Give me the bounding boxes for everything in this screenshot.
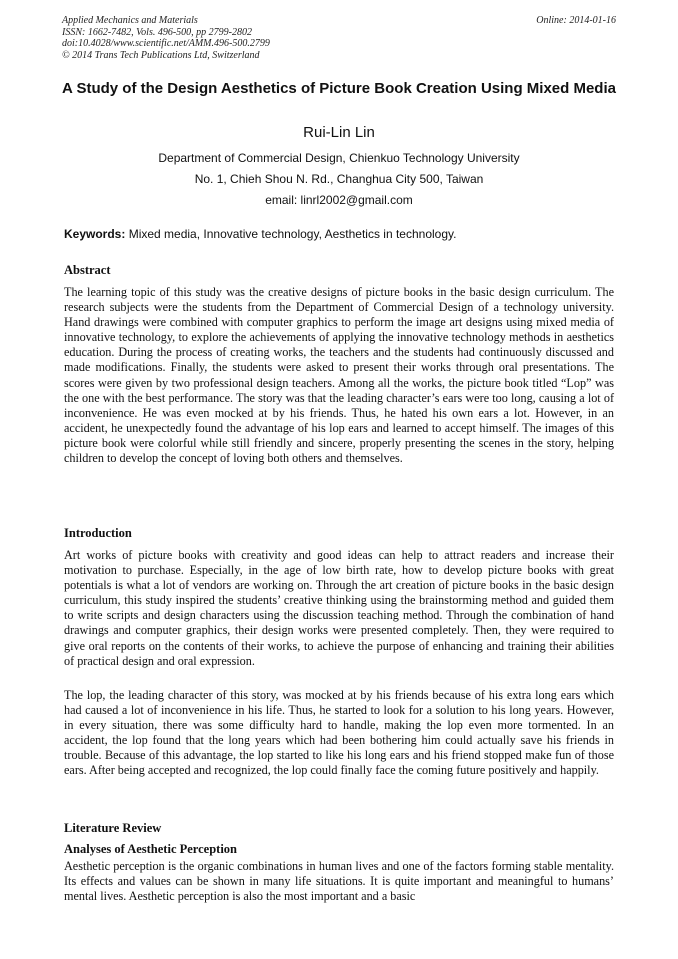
author-name: Rui-Lin Lin [303, 124, 375, 141]
keywords-line [64, 227, 456, 241]
keywords-text: Mixed media, Innovative technology, Aesthetics in technology. [128, 227, 457, 241]
issn-line: ISSN: 1662-7482, Vols. 496-500, pp 2799-2802 [62, 26, 252, 38]
literature-heading: Literature Review [64, 821, 162, 835]
doi-line: doi:10.4028/www.scientific.net/AMM.496-500.2799 [62, 38, 270, 49]
literature-subheading: Analyses of Aesthetic Perception [64, 842, 238, 856]
copyright-line: © 2014 Trans Tech Publications Ltd, Switzerland [62, 49, 260, 61]
abstract-heading: Abstract [64, 263, 111, 277]
journal-header [62, 15, 616, 61]
affiliation-email: email: linrl2002@gmail.com [265, 193, 413, 207]
keywords-label: Keywords: [64, 227, 126, 241]
introduction-para-2: The lop, the leading character of this story, was mocked at by his friends because of his extra long ears which had caused a lot of inconvenience in his life. Thus, he started to look for a solution to his long years. However, in every situation, there was some difficulty hard to handle, making the lop even more tormented. In an accident, the lop found that the long years which had been bothering him could actually save his friends in trouble. Because of this advantage, the lop started to like his long ears and his friend stopped make fun of those ears. After being accepted and recognized, the lop could finally face the coming future positively and happily. [64, 688, 614, 778]
paper-title: A Study of the Design Aesthetics of Picture Book Creation Using Mixed Media [62, 80, 616, 97]
literature-text: Aesthetic perception is the organic combinations in human lives and one of the factors forming stable mentality. Its effects and values can be shown in many life situations. It is quite important and meaningful to humans’ mental lives. Aesthetic perception is also the most important and a basic [64, 859, 614, 904]
journal-name: Applied Mechanics and Materials [62, 15, 198, 26]
affiliation-dept: Department of Commercial Design, Chienkuo Technology University [158, 151, 520, 165]
online-date: Online: 2014-01-16 [536, 15, 616, 26]
abstract-text: The learning topic of this study was the creative designs of picture books in the basic design curriculum. The research subjects were the students from the Department of Commercial Design of a technology university. Hand drawings were combined with computer graphics to perform the image art designs using mixed media of innovative technology, to explore the achievements of applying the innovative technology methods in aesthetics education. During the process of creating works, the teachers and the students had continuously discussed and made modifications. Finally, the students were asked to present their works through oral presentations. The scores were given by two professional design teachers. Among all the works, the picture book titled “Lop” was the one with the best performance. The story was that the leading character’s ears were too long, causing a lot of inconvenience. He was even mocked at by his friends. Thus, he hated his own ears a lot. However, in an accident, he unexpectedly found the advantage of his lop ears and learned to accept himself. The images of this picture book were colorful while still friendly and sincere, properly presenting the scenes in the story, helping children to develop the concept of loving both others and themselves. [64, 285, 614, 466]
introduction-heading: Introduction [64, 526, 132, 540]
introduction-para-1: Art works of picture books with creativity and good ideas can help to attract readers and increase their motivation to purchase. Especially, in the age of low birth rate, how to develop picture books with great potentials is what a lot of vendors are working on. Through the art creation of picture books in the basic design curriculum, this study inspired the students’ creative thinking using the brainstorming method and guided them to write scripts and design characters using the discussion teaching method. Through the combination of hand drawings and computer graphics, their design works were presented completely. Then, they were required to give oral reports on the contents of their works, to achieve the purpose of enhancing and training their abilities of practical design and oral expression. [64, 548, 614, 668]
affiliation-address: No. 1, Chieh Shou N. Rd., Changhua City 500, Taiwan [194, 172, 484, 186]
